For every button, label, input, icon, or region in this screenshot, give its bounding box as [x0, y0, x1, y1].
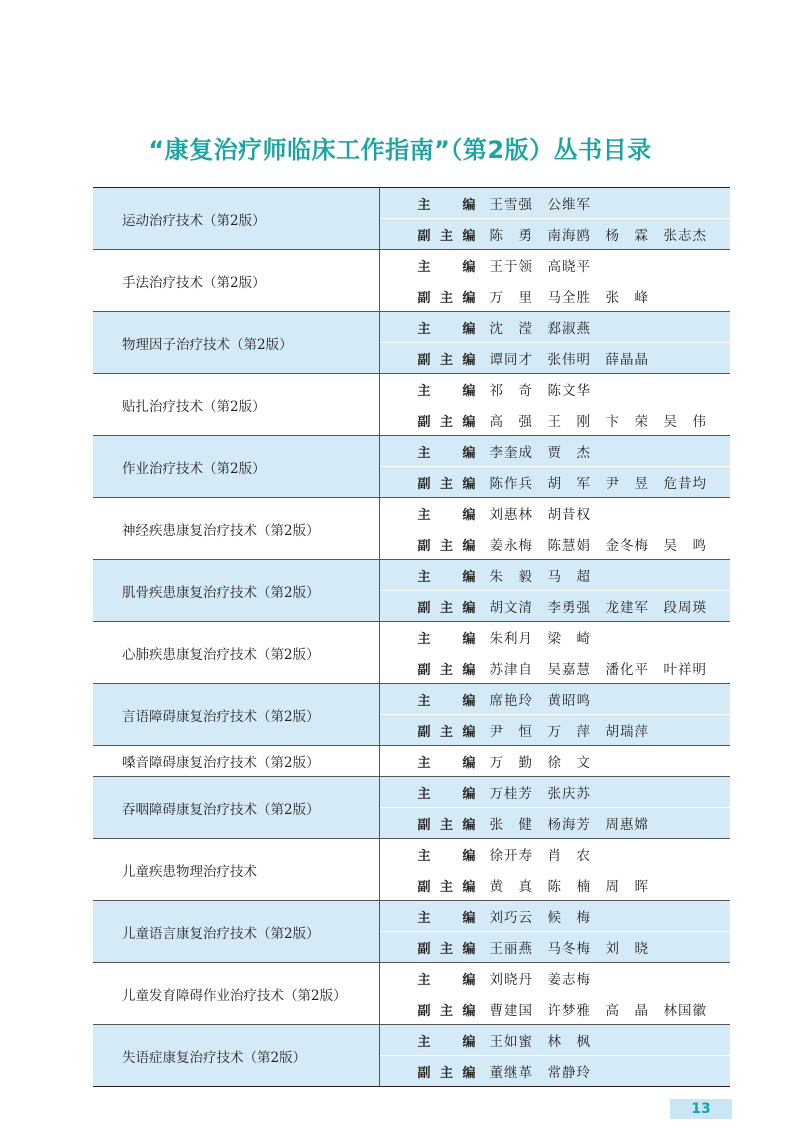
table-row	[93, 901, 730, 932]
editor-cell	[379, 715, 730, 746]
editor-names: 谭同才 张伟明 薛晶晶	[489, 352, 649, 368]
editor-cell	[379, 870, 730, 901]
editor-role: 副主编	[417, 415, 476, 430]
editor-names: 王于领 高晓平	[489, 259, 591, 275]
editor-names: 陈 勇 南海鸥 杨 霖 张志杰	[489, 228, 707, 244]
editor-names: 万 里 马全胜 张 峰	[489, 290, 649, 306]
book-title: 儿童语言康复治疗技术（第2版）	[93, 901, 379, 963]
book-catalog-table	[93, 187, 730, 1087]
editor-names: 陈作兵 胡 军 尹 昱 危昔均	[489, 476, 707, 492]
editor-role: 副主编	[417, 942, 476, 957]
editor-cell	[379, 250, 730, 281]
book-title: 作业治疗技术（第2版）	[93, 436, 379, 498]
book-title: 言语障碍康复治疗技术（第2版）	[93, 684, 379, 746]
table-row	[93, 746, 730, 777]
editor-names: 胡文清 李勇强 龙建军 段周瑛	[489, 600, 707, 616]
editor-names: 沈 滢 郄淑燕	[489, 321, 591, 337]
editor-role: 主 编	[417, 756, 476, 771]
table-row	[93, 250, 730, 281]
table-row	[93, 963, 730, 994]
editor-names: 姜永梅 陈慧娟 金冬梅 吴 鸣	[489, 538, 707, 554]
editor-cell	[379, 560, 730, 591]
book-title: 物理因子治疗技术（第2版）	[93, 312, 379, 374]
editor-names: 祁 奇 陈文华	[489, 383, 591, 399]
editor-names: 席艳玲 黄昭鸣	[489, 693, 591, 709]
editor-names: 万桂芳 张庆苏	[489, 786, 591, 802]
editor-names: 董继革 常静玲	[489, 1065, 591, 1081]
editor-cell	[379, 839, 730, 870]
editor-names: 李奎成 贾 杰	[489, 445, 591, 461]
editor-role: 主 编	[417, 632, 476, 647]
editor-role: 副主编	[417, 880, 476, 895]
editor-cell	[379, 901, 730, 932]
editor-cell	[379, 436, 730, 467]
table-row	[93, 436, 730, 467]
editor-cell	[379, 281, 730, 312]
editor-names: 刘惠林 胡昔权	[489, 507, 591, 523]
editor-role: 副主编	[417, 818, 476, 833]
editor-role: 主 编	[417, 973, 476, 988]
editor-cell	[379, 746, 730, 777]
book-title: 肌骨疾患康复治疗技术（第2版）	[93, 560, 379, 622]
editor-role: 主 编	[417, 570, 476, 585]
editor-names: 徐开寿 肖 农	[489, 848, 591, 864]
editor-role: 主 编	[417, 694, 476, 709]
editor-role: 副主编	[417, 353, 476, 368]
editor-role: 副主编	[417, 663, 476, 678]
page-title: “康复治疗师临床工作指南”（第2版）丛书目录	[148, 136, 652, 164]
editor-names: 朱利月 梁 崎	[489, 631, 591, 647]
editor-names: 苏津自 吴嘉慧 潘化平 叶祥明	[489, 662, 707, 678]
editor-names: 朱 毅 马 超	[489, 569, 591, 585]
table-row	[93, 188, 730, 219]
editor-cell	[379, 994, 730, 1025]
editor-names: 黄 真 陈 楠 周 晖	[489, 879, 649, 895]
editor-cell	[379, 312, 730, 343]
editor-names: 王丽燕 马冬梅 刘 晓	[489, 941, 649, 957]
book-title: 手法治疗技术（第2版）	[93, 250, 379, 312]
editor-names: 刘晓丹 姜志梅	[489, 972, 591, 988]
editor-cell	[379, 529, 730, 560]
editor-cell	[379, 1025, 730, 1056]
editor-names: 高 强 王 刚 卞 荣 吴 伟	[489, 414, 707, 430]
editor-cell	[379, 963, 730, 994]
editor-role: 副主编	[417, 725, 476, 740]
table-row	[93, 839, 730, 870]
editor-cell	[379, 343, 730, 374]
table-row	[93, 374, 730, 405]
table-row	[93, 622, 730, 653]
editor-role: 副主编	[417, 477, 476, 492]
editor-role: 主 编	[417, 446, 476, 461]
editor-cell	[379, 808, 730, 839]
book-title: 失语症康复治疗技术（第2版）	[93, 1025, 379, 1087]
editor-cell	[379, 374, 730, 405]
editor-cell	[379, 1056, 730, 1087]
editor-names: 王雪强 公维军	[489, 197, 591, 213]
editor-names: 曹建国 许梦雅 高 晶 林国徽	[489, 1003, 707, 1019]
book-title: 儿童疾患物理治疗技术	[93, 839, 379, 901]
book-title: 贴扎治疗技术（第2版）	[93, 374, 379, 436]
editor-role: 主 编	[417, 1035, 476, 1050]
page-number: 13	[670, 1099, 732, 1119]
editor-role: 主 编	[417, 260, 476, 275]
table-row	[93, 498, 730, 529]
table-row	[93, 684, 730, 715]
editor-cell	[379, 498, 730, 529]
editor-cell	[379, 684, 730, 715]
editor-names: 张 健 杨海芳 周惠嫦	[489, 817, 649, 833]
editor-names: 王如蜜 林 枫	[489, 1034, 591, 1050]
table-row	[93, 777, 730, 808]
editor-cell	[379, 467, 730, 498]
editor-cell	[379, 932, 730, 963]
editor-role: 主 编	[417, 787, 476, 802]
book-title: 运动治疗技术（第2版）	[93, 188, 379, 250]
editor-cell	[379, 188, 730, 219]
table-row	[93, 560, 730, 591]
editor-role: 主 编	[417, 198, 476, 213]
editor-role: 主 编	[417, 322, 476, 337]
editor-names: 尹 恒 万 萍 胡瑞萍	[489, 724, 649, 740]
editor-role: 主 编	[417, 508, 476, 523]
editor-cell	[379, 653, 730, 684]
book-title: 嗓音障碍康复治疗技术（第2版）	[93, 746, 379, 777]
editor-role: 副主编	[417, 539, 476, 554]
book-title: 儿童发育障碍作业治疗技术（第2版）	[93, 963, 379, 1025]
editor-cell	[379, 622, 730, 653]
editor-role: 主 编	[417, 911, 476, 926]
table-row	[93, 1025, 730, 1056]
table-row	[93, 312, 730, 343]
book-title: 心肺疾患康复治疗技术（第2版）	[93, 622, 379, 684]
editor-names: 刘巧云 候 梅	[489, 910, 591, 926]
editor-cell	[379, 591, 730, 622]
editor-names: 万 勤 徐 文	[489, 755, 591, 771]
editor-role: 副主编	[417, 601, 476, 616]
book-title: 吞咽障碍康复治疗技术（第2版）	[93, 777, 379, 839]
editor-cell	[379, 405, 730, 436]
editor-role: 副主编	[417, 1004, 476, 1019]
editor-cell	[379, 219, 730, 250]
editor-role: 副主编	[417, 1066, 476, 1081]
editor-role: 主 编	[417, 384, 476, 399]
editor-role: 副主编	[417, 229, 476, 244]
editor-cell	[379, 777, 730, 808]
editor-role: 主 编	[417, 849, 476, 864]
book-title: 神经疾患康复治疗技术（第2版）	[93, 498, 379, 560]
editor-role: 副主编	[417, 291, 476, 306]
